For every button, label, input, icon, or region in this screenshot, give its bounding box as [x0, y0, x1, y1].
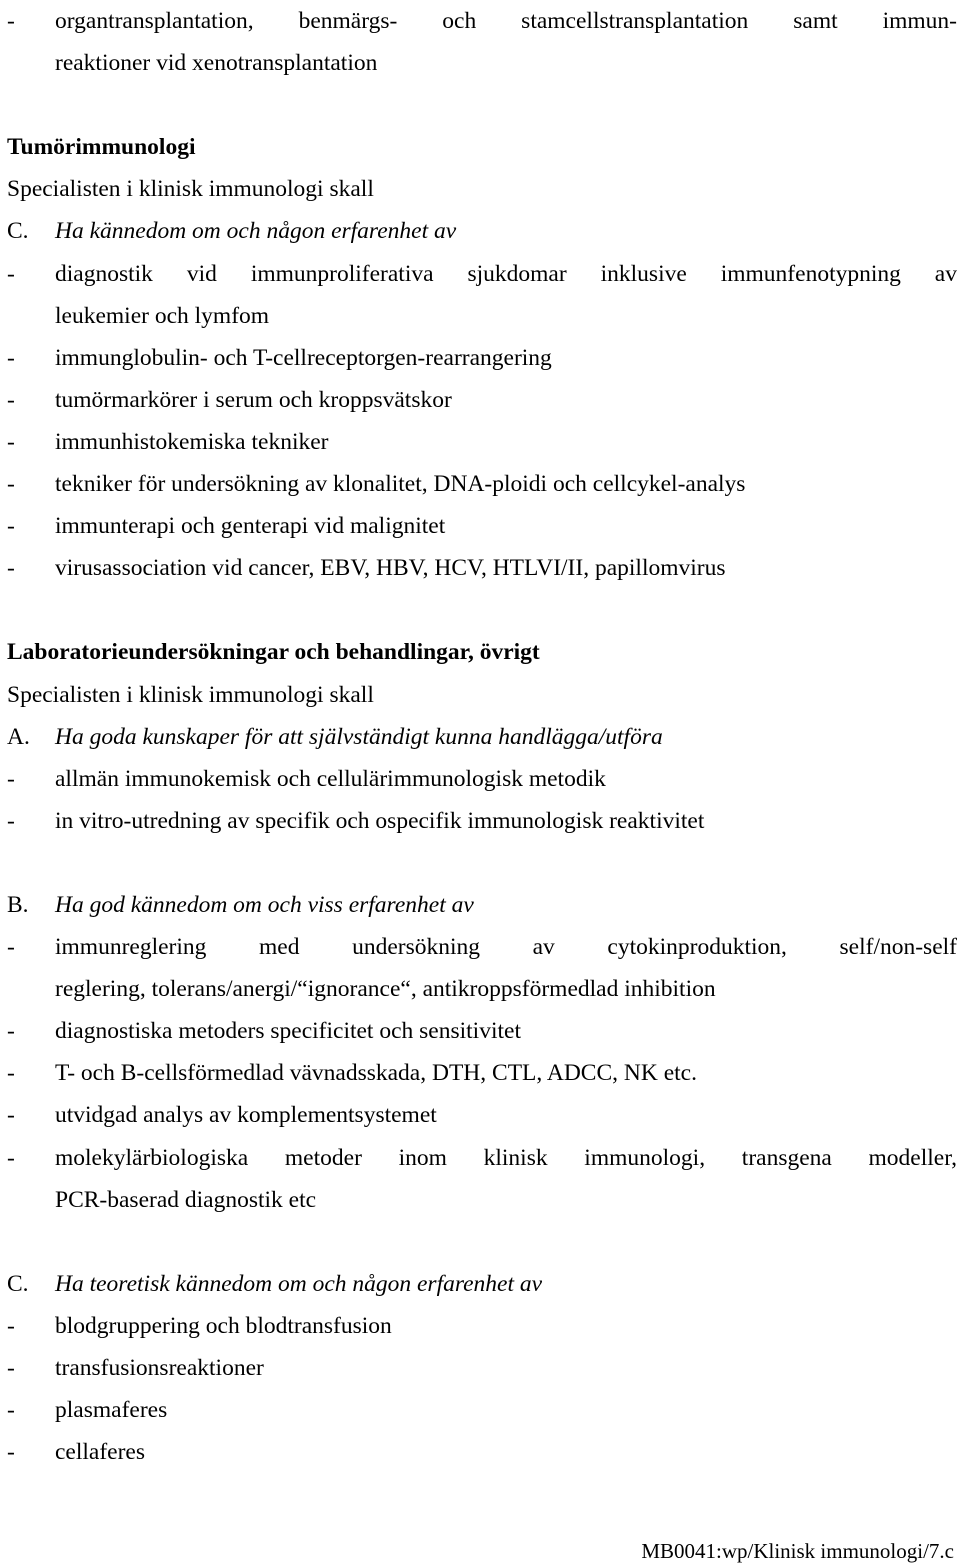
section-intro: Specialisten i klinisk immunologi skall [7, 681, 374, 708]
section-intro: Specialisten i klinisk immunologi skall [7, 176, 374, 203]
list-item-text: utvidgad analys av komplementsystemet [55, 1102, 437, 1129]
list-item-text: T- och B-cellsförmedlad vävnadsskada, DTH, CTL, ADCC, NK etc. [55, 1060, 697, 1087]
list-dash: - [7, 1312, 15, 1339]
list-dash: - [7, 934, 15, 961]
list-item-text: molekylärbiologiska metoder inom klinisk immunologi, transgena modeller, [55, 1144, 957, 1171]
list-item [7, 1052, 957, 1094]
list-item-continuation: leukemier och lymfom [55, 302, 270, 329]
subsection-letter: C. [7, 218, 29, 245]
section-heading-lab: Laboratorieundersökningar och behandlingar, övrigt [7, 639, 540, 666]
list-dash: - [7, 386, 15, 413]
list-item [7, 926, 957, 1010]
list-item-text: organtransplantation, benmärgs- och stamcellstransplantation samt immun- [55, 8, 957, 34]
list-dash: - [7, 1144, 15, 1171]
list-dash: - [7, 428, 15, 455]
subsection-heading [7, 1263, 957, 1305]
list-item-continuation: reglering, tolerans/anergi/“ignorance“, antikroppsförmedlad inhibition [55, 976, 716, 1003]
list-item [7, 1431, 957, 1473]
list-item [7, 800, 957, 842]
list-dash: - [7, 1060, 15, 1087]
subsection-text: Ha kännedom om och någon erfarenhet av [55, 218, 457, 245]
list-item [7, 758, 957, 800]
list-item-text: immunhistokemiska tekniker [55, 428, 329, 455]
section-heading-tumor: Tumörimmunologi [7, 134, 196, 161]
list-item [7, 1137, 957, 1221]
list-item-text: in vitro-utredning av specifik och ospecifik immunologisk reaktivitet [55, 807, 705, 834]
list-item-text: plasmaferes [55, 1397, 168, 1424]
list-item-text: virusassociation vid cancer, EBV, HBV, HCV, HTLVI/II, papillomvirus [55, 555, 726, 582]
list-item [7, 505, 957, 547]
list-item [7, 253, 957, 337]
list-item-continuation: reaktioner vid xenotransplantation [55, 50, 378, 77]
list-dash: - [7, 765, 15, 792]
subsection-text: Ha god kännedom om och viss erfarenhet av [55, 891, 474, 918]
list-dash: - [7, 513, 15, 540]
list-dash: - [7, 1439, 15, 1466]
list-item [7, 1305, 957, 1347]
list-item-continuation: PCR-baserad diagnostik etc [55, 1186, 317, 1213]
list-item [7, 337, 957, 379]
list-item-text: immunreglering med undersökning av cytokinproduktion, self/non-self [55, 934, 957, 961]
list-item-text: tumörmarkörer i serum och kroppsvätskor [55, 386, 452, 413]
subsection-letter: B. [7, 891, 29, 918]
list-item-text: diagnostiska metoders specificitet och sensitivitet [55, 1018, 521, 1045]
list-dash: - [7, 555, 15, 582]
list-dash: - [7, 1397, 15, 1424]
list-dash: - [7, 471, 15, 498]
list-item [7, 421, 957, 463]
list-dash: - [7, 260, 15, 287]
list-item [7, 1010, 957, 1052]
list-dash: - [7, 8, 15, 34]
document-page [7, 0, 957, 1473]
subsection-text: Ha goda kunskaper för att självständigt kunna handlägga/utföra [55, 723, 663, 750]
subsection-letter: A. [7, 723, 30, 750]
list-item [7, 0, 957, 84]
list-item-text: blodgruppering och blodtransfusion [55, 1312, 392, 1339]
list-dash: - [7, 807, 15, 834]
list-item [7, 1347, 957, 1389]
list-item [7, 1094, 957, 1136]
subsection-letter: C. [7, 1270, 29, 1297]
list-dash: - [7, 1355, 15, 1381]
list-item-text: transfusionsreaktioner [55, 1355, 264, 1381]
page-footer: MB0041:wp/Klinisk immunologi/7.c [641, 1539, 954, 1563]
subsection-heading [7, 210, 957, 252]
list-item-text: diagnostik vid immunproliferativa sjukdomar inklusive immunfenotypning av [55, 260, 957, 287]
list-item-text: allmän immunokemisk och cellulärimmunologisk metodik [55, 765, 606, 792]
list-item-text: tekniker för undersökning av klonalitet, DNA-ploidi och cellcykel-analys [55, 471, 746, 498]
list-item-text: cellaferes [55, 1439, 146, 1466]
subsection-heading [7, 884, 957, 926]
list-item-text: immunterapi och genterapi vid malignitet [55, 513, 446, 540]
list-item-text: immunglobulin- och T-cellreceptorgen-rearrangering [55, 344, 552, 371]
list-dash: - [7, 344, 15, 371]
subsection-text: Ha teoretisk kännedom om och någon erfarenhet av [55, 1270, 543, 1297]
list-dash: - [7, 1018, 15, 1045]
list-item [7, 463, 957, 505]
subsection-heading [7, 716, 957, 758]
list-item [7, 547, 957, 589]
list-item [7, 379, 957, 421]
list-dash: - [7, 1102, 15, 1129]
list-item [7, 1389, 957, 1431]
